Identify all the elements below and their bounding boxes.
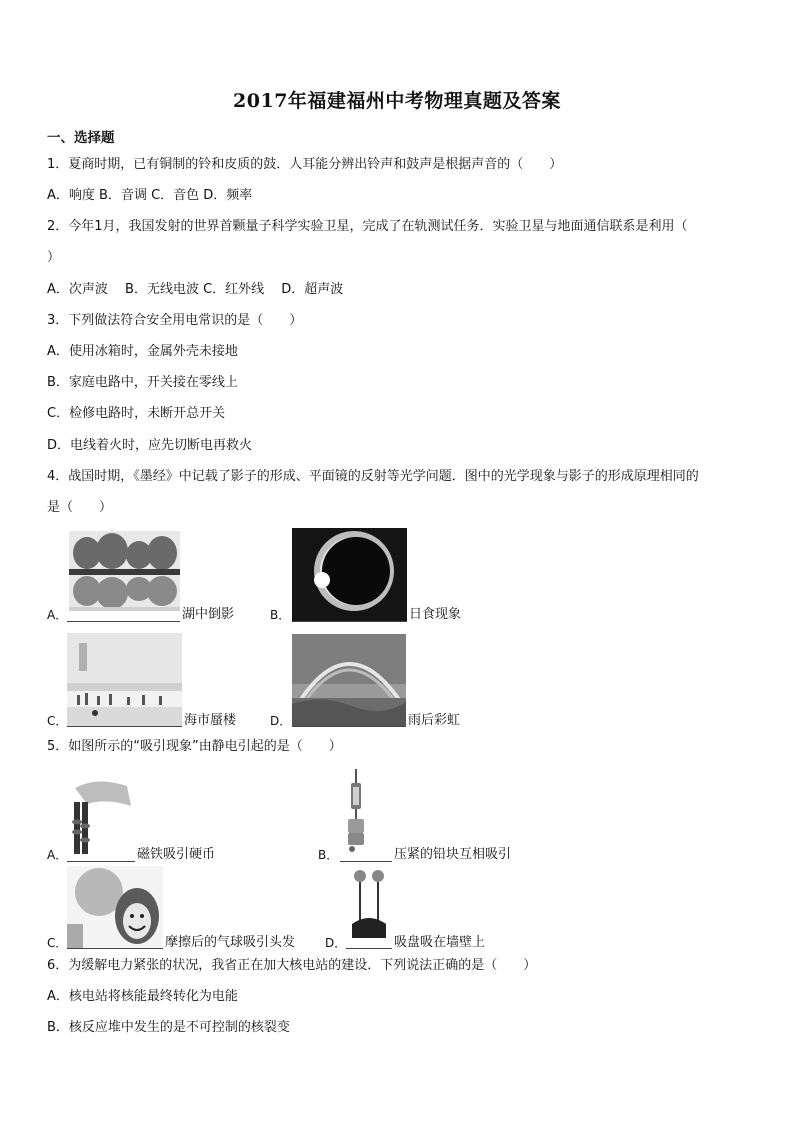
question-2-stem: 2．今年1月，我国发射的世界首颗量子科学实验卫星，完成了在轨测试任务．实验卫星与地面通信联系是利用（ bbox=[47, 219, 688, 234]
question-3-option-c: C．检修电路时，未断开总开关 bbox=[47, 406, 226, 421]
suction-cup-image bbox=[346, 866, 392, 949]
question-1-stem: 1．夏商时期，已有铜制的铃和皮质的鼓．人耳能分辨出铃声和鼓声是根据声音的（ ） bbox=[47, 157, 563, 172]
question-4-option-c-label: 海市蜃楼 bbox=[184, 713, 237, 728]
question-4-stem: 4．战国时期，《墨经》中记载了影子的形成、平面镜的反射等光学问题．图中的光学现象与影子的形成原理相同的 bbox=[47, 469, 699, 484]
rainbow-image bbox=[292, 634, 406, 727]
lead-blocks-image bbox=[340, 769, 392, 862]
question-5-stem: 5．如图所示的“吸引现象”由静电引起的是（ ） bbox=[47, 739, 342, 754]
balloon-hair-image bbox=[67, 866, 163, 949]
mirage-image bbox=[67, 633, 182, 727]
question-5-option-b-label: 压紧的铅块互相吸引 bbox=[394, 847, 512, 862]
question-4-option-b-label: 日食现象 bbox=[409, 607, 462, 622]
question-5-option-c-label: 摩擦后的气球吸引头发 bbox=[165, 935, 296, 950]
question-3-option-d: D．电线着火时，应先切断电再救火 bbox=[47, 438, 253, 453]
question-4-option-c-letter: C． bbox=[47, 714, 68, 728]
question-5-option-d-label: 吸盘吸在墙壁上 bbox=[394, 935, 486, 950]
question-2-stem-cont: ） bbox=[47, 250, 61, 265]
page-title: 2017年福建福州中考物理真题及答案 bbox=[233, 90, 561, 112]
question-3-option-b: B．家庭电路中，开关接在零线上 bbox=[47, 375, 238, 390]
question-4-stem-cont: 是（ ） bbox=[47, 500, 113, 515]
question-4-option-a-label: 湖中倒影 bbox=[182, 607, 235, 622]
magnet-coins-image bbox=[67, 776, 135, 862]
question-3-stem: 3．下列做法符合安全用电常识的是（ ） bbox=[47, 313, 303, 328]
question-5-option-d-letter: D． bbox=[325, 936, 347, 950]
question-2-options: A．次声波 B．无线电波 C．红外线 D．超声波 bbox=[47, 282, 344, 297]
question-5-option-a-letter: A． bbox=[47, 848, 68, 862]
section-heading: 一、选择题 bbox=[47, 130, 115, 146]
question-3-option-a: A．使用冰箱时，金属外壳未接地 bbox=[47, 344, 238, 359]
question-5-option-a-label: 磁铁吸引硬币 bbox=[137, 847, 216, 862]
question-4-option-a-letter: A． bbox=[47, 608, 68, 622]
question-5-option-b-letter: B． bbox=[318, 848, 339, 862]
question-6-option-a: A．核电站将核能最终转化为电能 bbox=[47, 989, 238, 1004]
solar-eclipse-image bbox=[292, 528, 407, 622]
question-4-option-d-letter: D． bbox=[270, 714, 292, 728]
question-4-option-d-label: 雨后彩虹 bbox=[408, 713, 461, 728]
question-6-stem: 6．为缓解电力紧张的状况，我省正在加大核电站的建设．下列说法正确的是（ ） bbox=[47, 958, 537, 973]
question-4-option-b-letter: B． bbox=[270, 608, 291, 622]
question-6-option-b: B．核反应堆中发生的是不可控制的核裂变 bbox=[47, 1020, 290, 1035]
lake-reflection-image bbox=[67, 531, 180, 622]
question-1-options: A．响度 B．音调 C．音色 D．频率 bbox=[47, 188, 253, 203]
question-5-option-c-letter: C． bbox=[47, 936, 68, 950]
